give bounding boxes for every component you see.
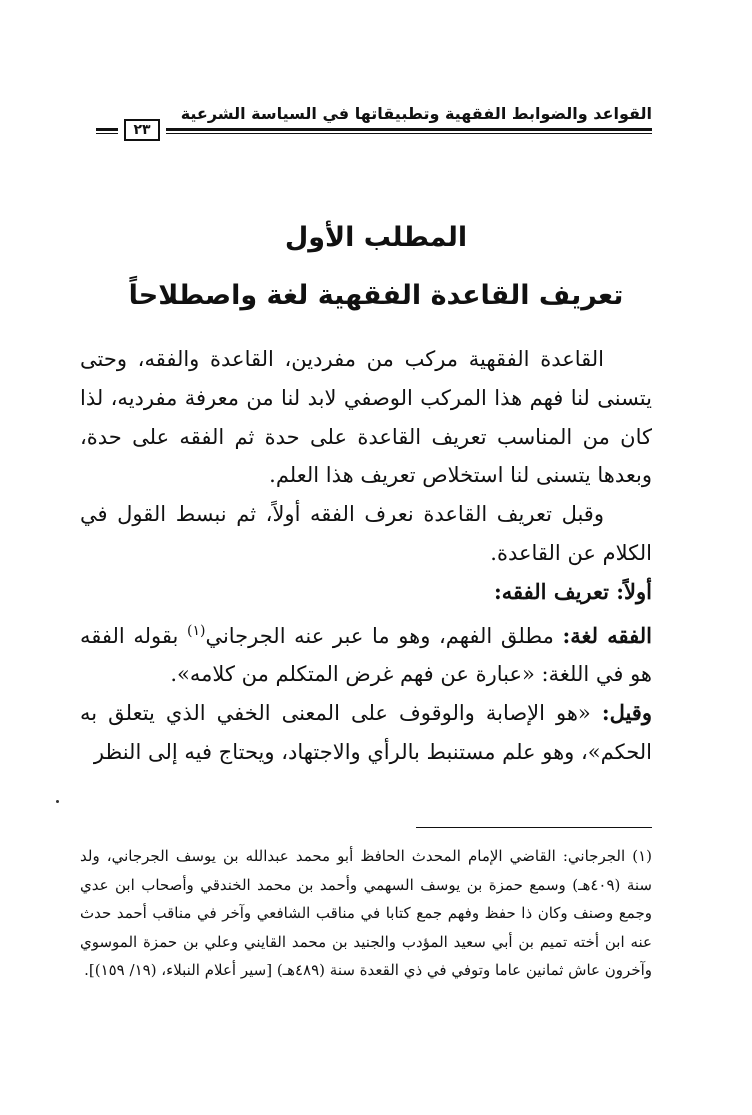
running-header — [96, 100, 652, 148]
footnote-ref: (١) — [186, 622, 206, 639]
paragraph-4 — [80, 694, 652, 772]
paragraph-2: وقبل تعريف القاعدة نعرف الفقه أولاً، ثم نبسط القول في الكلام عن القاعدة. — [80, 502, 652, 565]
paragraph-3-text-b: بقوله الفقه هو في اللغة: «عبارة عن فهم غرض المتكلم من كلامه». — [80, 623, 652, 687]
page-number: ٢٣ — [124, 119, 160, 141]
header-rule — [166, 128, 652, 134]
paragraph-1: القاعدة الفقهية مركب من مفردين، القاعدة والفقه، وحتى يتسنى لنا فهم هذا المركب الوصفي لابد لنا من معرفة مفرديه، لذا كان من المناسب تعريف القاعدة على حدة ثم الفقه على حدة، وبعدها يتسنى لنا استخلاص تعريف هذا العلم. — [80, 347, 652, 488]
paragraph-3 — [80, 612, 652, 695]
book-title: القواعد والضوابط الفقهية وتطبيقاتها في السياسة الشرعية — [180, 104, 652, 123]
section-subtitle: تعريف القاعدة الفقهية لغة واصطلاحاً — [128, 280, 624, 311]
header-ornament — [96, 128, 118, 134]
term-label-2: وقيل: — [601, 700, 652, 726]
section-heading: المطلب الأول — [284, 222, 468, 253]
paragraph-4-text: «هو الإصابة والوقوف على المعنى الخفي الذي يتعلق به الحكم»، وهو علم مستنبط بالرأي والاجتهاد، ويحتاج فيه إلى النظر — [80, 701, 652, 764]
print-speck — [56, 800, 59, 803]
paragraph-3-text-a: مطلق الفهم، وهو ما عبر عنه الجرجاني — [205, 623, 563, 648]
footnote-separator — [416, 827, 652, 828]
footnote — [80, 842, 652, 985]
term-label: الفقه لغة: — [562, 622, 652, 648]
main-text — [80, 340, 652, 772]
footnote-1: (١) الجرجاني: القاضي الإمام المحدث الحافظ أبو محمد عبدالله بن يوسف الجرجاني، ولد سنة (٤٠٩هـ) وسمع حمزة بن يوسف السهمي وأحمد بن محمد الخندقي وأصحاب ابن عدي وجمع وصنف وكان ذا حفظ وفهم جمع كتابا في مناقب الشافعي وآخر في مناقب أحمد حدث عنه ابن أخته تميم بن أبي سعيد المؤدب والجنيد بن محمد القايني وعلي بن حمزة الموسوي وآخرون عاش ثمانين عاما وتوفي في ذي القعدة سنة (٤٨٩هـ) [سير أعلام النبلاء، (١٩/ ١٥٩)]. — [80, 847, 652, 980]
subheading-fiqh: أولاً: تعريف الفقه: — [494, 578, 652, 604]
